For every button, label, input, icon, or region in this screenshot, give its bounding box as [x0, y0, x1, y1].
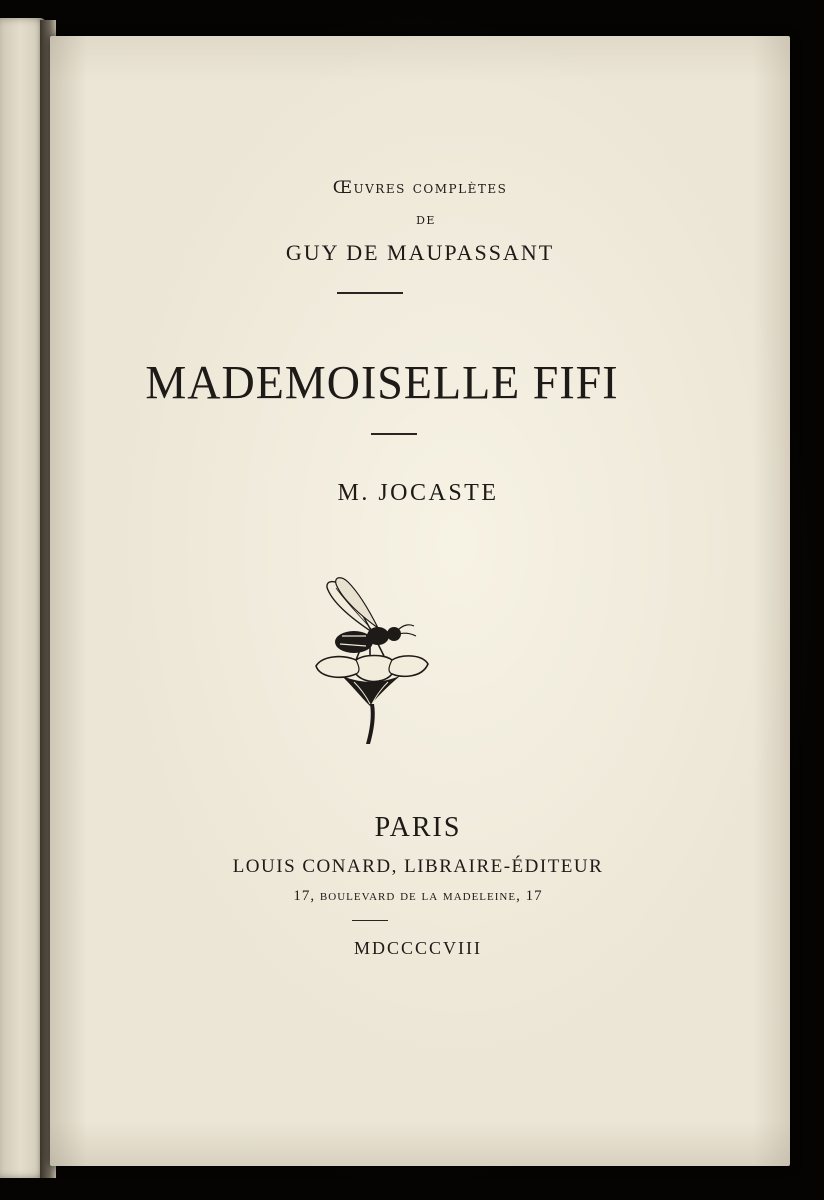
publisher-name: LOUIS CONARD, LIBRAIRE-ÉDITEUR — [232, 856, 604, 877]
divider-rule — [337, 292, 403, 294]
divider-rule — [352, 920, 388, 921]
preposition-line: DE — [416, 214, 436, 227]
author-name: GUY DE MAUPASSANT — [285, 240, 555, 265]
title-page — [50, 36, 790, 1166]
publication-year: MDCCCCVIII — [353, 938, 482, 958]
publisher-address: 17, boulevard de la madeleine, 17 — [293, 888, 543, 904]
book-title: MADEMOISELLE FIFI — [145, 355, 619, 410]
book-subtitle: M. JOCASTE — [337, 480, 499, 506]
series-line: Œuvres complètes — [332, 178, 508, 198]
publication-city: PARIS — [374, 812, 462, 843]
bee-on-flower-icon — [312, 574, 434, 746]
divider-rule — [371, 433, 417, 435]
